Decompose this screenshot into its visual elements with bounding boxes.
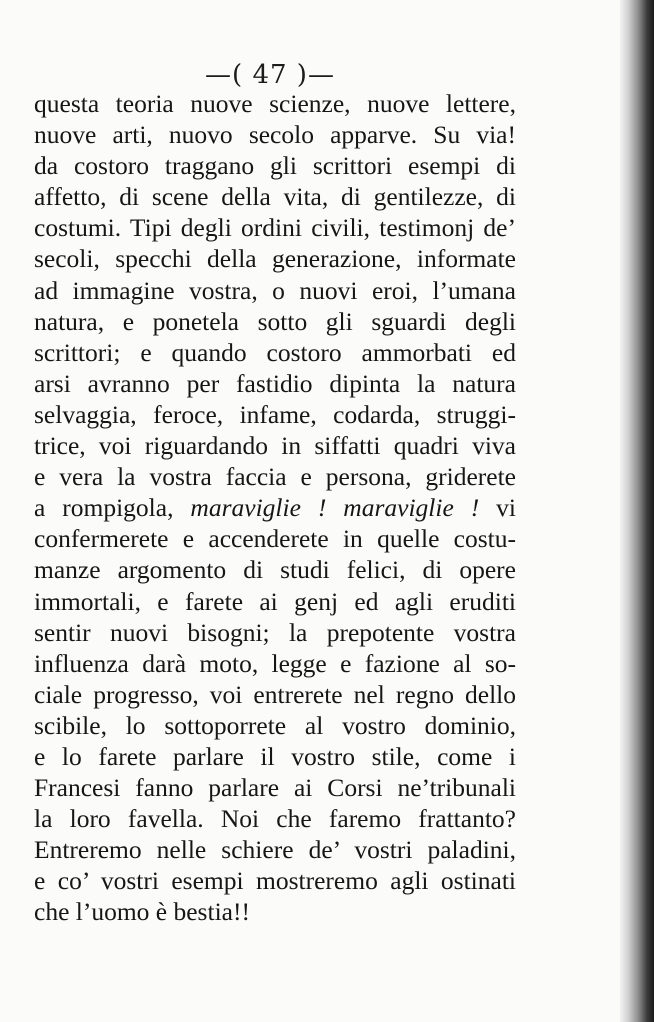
page-number: —( 47 )— [205, 60, 335, 90]
text-line: Francesi fanno parlare ai Corsi ne’tribunali [34, 773, 516, 803]
text-line: scrittori; e quando costoro ammorbati ed [34, 337, 516, 367]
text-line: nuove arti, nuovo secolo apparve. Su via! [34, 120, 516, 150]
italic-exclamation: maraviglie ! [343, 493, 480, 523]
text-line: la loro favella. Noi che faremo frattanto? [34, 804, 516, 834]
text-line: ad immagine vostra, o nuovi eroi, l’umana [34, 275, 516, 305]
text-line: e co’ vostri esempi mostreremo agli ostinati [34, 866, 516, 896]
text-line-final: che l’uomo è bestia!! [34, 897, 250, 927]
text-line: scibile, lo sottoporrete al vostro dominio, [34, 710, 516, 740]
text-line: confermerete e accenderete in quelle costu- [34, 524, 516, 554]
text-line: influenza darà moto, legge e fazione al so- [34, 648, 516, 678]
text-line-exclamation [34, 492, 516, 523]
text-line: da costoro traggano gli scrittori esempi di [34, 151, 516, 181]
text-line: trice, voi riguardando in siffatti quadri viva [34, 431, 516, 461]
italic-exclamation: maraviglie ! [190, 493, 327, 523]
text-line: secoli, specchi della generazione, informate [34, 244, 516, 274]
text-line: questa teoria nuove scienze, nuove lettere, [34, 89, 516, 118]
text-line: immortali, e farete ai genj ed agli eruditi [34, 586, 516, 616]
text-line: ciale progresso, voi entrerete nel regno dello [34, 679, 516, 709]
text-line: selvaggia, feroce, infame, codarda, struggi- [34, 399, 516, 429]
text-line: natura, e ponetela sotto gli sguardi degli [34, 306, 516, 336]
text-line: affetto, di scene della vita, di gentilezze, di [34, 182, 516, 212]
body-text [34, 88, 516, 928]
line-prefix: a rompigola, [34, 493, 174, 523]
line-suffix: vi [496, 493, 516, 523]
text-line: e lo farete parlare il vostro stile, come i [34, 741, 516, 771]
binding-edge [620, 0, 654, 1022]
text-line: manze argomento di studi felici, di opere [34, 555, 516, 585]
text-line: sentir nuovi bisogni; la prepotente vostra [34, 617, 516, 647]
text-line: Entreremo nelle schiere de’ vostri paladini, [34, 835, 516, 865]
text-line: e vera la vostra faccia e persona, griderete [34, 462, 516, 492]
text-line: costumi. Tipi degli ordini civili, testimonj de’ [34, 213, 516, 243]
text-line: arsi avranno per fastidio dipinta la natura [34, 368, 516, 398]
